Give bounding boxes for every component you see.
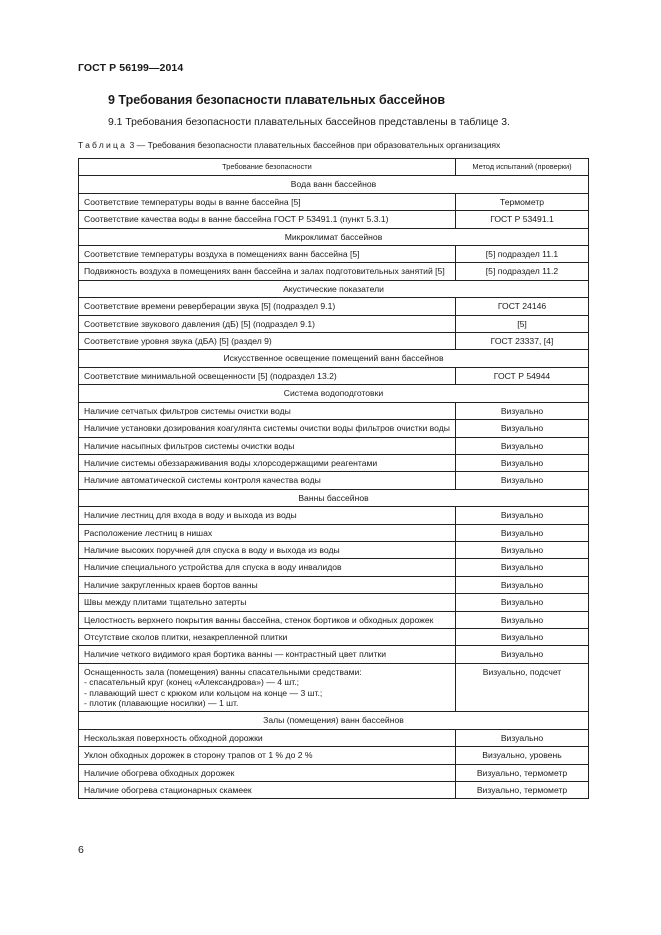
table-row (79, 782, 589, 799)
table-row (79, 437, 589, 454)
method-cell: Визуально, подсчет (456, 663, 589, 712)
table-row (79, 524, 589, 541)
table-row (79, 663, 589, 712)
table-row (79, 541, 589, 558)
table-row (79, 246, 589, 263)
method-cell: Визуально (456, 437, 589, 454)
requirement-cell: Наличие четкого видимого края бортика ванны — контрастный цвет плитки (79, 646, 456, 663)
method-cell: [5] подраздел 11.1 (456, 246, 589, 263)
requirement-line: - плотик (плавающие носилки) — 1 шт. (84, 698, 239, 708)
requirement-cell: Наличие сетчатых фильтров системы очистки воды (79, 402, 456, 419)
method-cell: Визуально, уровень (456, 747, 589, 764)
table-row (79, 420, 589, 437)
method-cell: Визуально (456, 611, 589, 628)
requirement-cell: Наличие лестниц для входа в воду и выхода из воды (79, 507, 456, 524)
group-title: Система водоподготовки (79, 385, 589, 402)
requirement-cell: Расположение лестниц в нишах (79, 524, 456, 541)
table-row (79, 747, 589, 764)
requirement-cell: Соответствие температуры воздуха в помещениях ванн бассейна [5] (79, 246, 456, 263)
method-cell: [5] подраздел 11.2 (456, 263, 589, 280)
method-cell: Термометр (456, 193, 589, 210)
group-title: Искусственное освещение помещений ванн бассейнов (79, 350, 589, 367)
requirement-cell: Соответствие качества воды в ванне бассейна ГОСТ Р 53491.1 (пункт 5.3.1) (79, 211, 456, 228)
requirement-cell: Наличие обогрева обходных дорожек (79, 764, 456, 781)
requirement-cell: Наличие установки дозирования коагулянта системы очистки воды фильтров очистки воды (79, 420, 456, 437)
requirement-cell: Наличие специального устройства для спуска в воду инвалидов (79, 559, 456, 576)
table-row (79, 611, 589, 628)
group-title: Ванны бассейнов (79, 489, 589, 506)
table-row (79, 333, 589, 350)
table-row (79, 402, 589, 419)
method-cell: Визуально (456, 507, 589, 524)
requirement-cell: Соответствие уровня звука (дБА) [5] (раздел 9) (79, 333, 456, 350)
group-title: Микроклимат бассейнов (79, 228, 589, 245)
table-row (79, 729, 589, 746)
group-title: Акустические показатели (79, 280, 589, 297)
requirement-cell (79, 663, 456, 712)
method-cell: Визуально, термометр (456, 782, 589, 799)
requirement-cell: Отсутствие сколов плитки, незакрепленной плитки (79, 628, 456, 645)
method-cell: Визуально (456, 420, 589, 437)
table-row (79, 193, 589, 210)
method-cell: Визуально (456, 454, 589, 471)
requirement-cell: Наличие системы обеззараживания воды хлорсодержащими реагентами (79, 454, 456, 471)
requirements-table (78, 158, 589, 799)
group-row (79, 228, 589, 245)
requirement-cell: Швы между плитами тщательно затерты (79, 594, 456, 611)
method-cell: Визуально (456, 628, 589, 645)
method-cell: ГОСТ 24146 (456, 298, 589, 315)
group-row (79, 176, 589, 193)
table-row (79, 576, 589, 593)
requirement-cell: Наличие закругленных краев бортов ванны (79, 576, 456, 593)
method-cell: ГОСТ 23337, [4] (456, 333, 589, 350)
table-caption-label: Таблица (78, 140, 128, 150)
requirement-cell: Наличие высоких поручней для спуска в воду и выхода из воды (79, 541, 456, 558)
table-caption (78, 140, 500, 150)
table-row (79, 646, 589, 663)
requirement-cell: Целостность верхнего покрытия ванны бассейна, стенок бортиков и обходных дорожек (79, 611, 456, 628)
method-cell: ГОСТ Р 53491.1 (456, 211, 589, 228)
group-row (79, 350, 589, 367)
table-row (79, 315, 589, 332)
group-title: Залы (помещения) ванн бассейнов (79, 712, 589, 729)
column-header-method: Метод испытаний (проверки) (456, 159, 589, 176)
column-header-requirement: Требование безопасности (79, 159, 456, 176)
table-row (79, 367, 589, 384)
requirement-cell: Наличие обогрева стационарных скамеек (79, 782, 456, 799)
requirement-line: - плавающий шест с крюком или кольцом на конце — 3 шт.; (84, 687, 323, 698)
requirement-cell: Уклон обходных дорожек в сторону трапов от 1 % до 2 % (79, 747, 456, 764)
requirement-cell: Подвижность воздуха в помещениях ванн бассейна и залах подготовительных занятий [5] (79, 263, 456, 280)
requirement-cell: Наличие насыпных фильтров системы очистки воды (79, 437, 456, 454)
requirement-cell: Соответствие минимальной освещенности [5] (подраздел 13.2) (79, 367, 456, 384)
group-row (79, 712, 589, 729)
requirement-line: - спасательный круг (конец «Александрова») — 4 шт.; (84, 677, 300, 688)
group-row (79, 489, 589, 506)
group-title: Вода ванн бассейнов (79, 176, 589, 193)
table-row (79, 628, 589, 645)
table-caption-text: 3 — Требования безопасности плавательных бассейнов при образовательных организациях (129, 140, 501, 150)
method-cell: ГОСТ Р 54944 (456, 367, 589, 384)
section-intro: 9.1 Требования безопасности плавательных бассейнов представлены в таблице 3. (108, 117, 510, 128)
method-cell: Визуально (456, 524, 589, 541)
table-row (79, 559, 589, 576)
requirement-cell: Наличие автоматической системы контроля качества воды (79, 472, 456, 489)
method-cell: [5] (456, 315, 589, 332)
method-cell: Визуально (456, 541, 589, 558)
document-code: ГОСТ Р 56199—2014 (78, 62, 184, 74)
method-cell: Визуально (456, 646, 589, 663)
table-row (79, 263, 589, 280)
table-row (79, 454, 589, 471)
table-row (79, 507, 589, 524)
section-title: 9 Требования безопасности плавательных бассейнов (108, 93, 446, 107)
table-header-row (79, 159, 589, 176)
page-number: 6 (78, 844, 84, 856)
table-row (79, 298, 589, 315)
method-cell: Визуально (456, 402, 589, 419)
table-row (79, 594, 589, 611)
method-cell: Визуально (456, 594, 589, 611)
method-cell: Визуально (456, 559, 589, 576)
requirement-cell: Соответствие температуры воды в ванне бассейна [5] (79, 193, 456, 210)
method-cell: Визуально (456, 576, 589, 593)
method-cell: Визуально (456, 472, 589, 489)
requirement-cell: Нескользкая поверхность обходной дорожки (79, 729, 456, 746)
method-cell: Визуально, термометр (456, 764, 589, 781)
table-row (79, 764, 589, 781)
requirement-cell: Соответствие звукового давления (дБ) [5] (подраздел 9.1) (79, 315, 456, 332)
requirement-cell: Соответствие времени реверберации звука [5] (подраздел 9.1) (79, 298, 456, 315)
requirement-line: Оснащенность зала (помещения) ванны спасательными средствами: (84, 666, 362, 677)
group-row (79, 280, 589, 297)
method-cell: Визуально (456, 729, 589, 746)
table-row (79, 211, 589, 228)
table-row (79, 472, 589, 489)
group-row (79, 385, 589, 402)
